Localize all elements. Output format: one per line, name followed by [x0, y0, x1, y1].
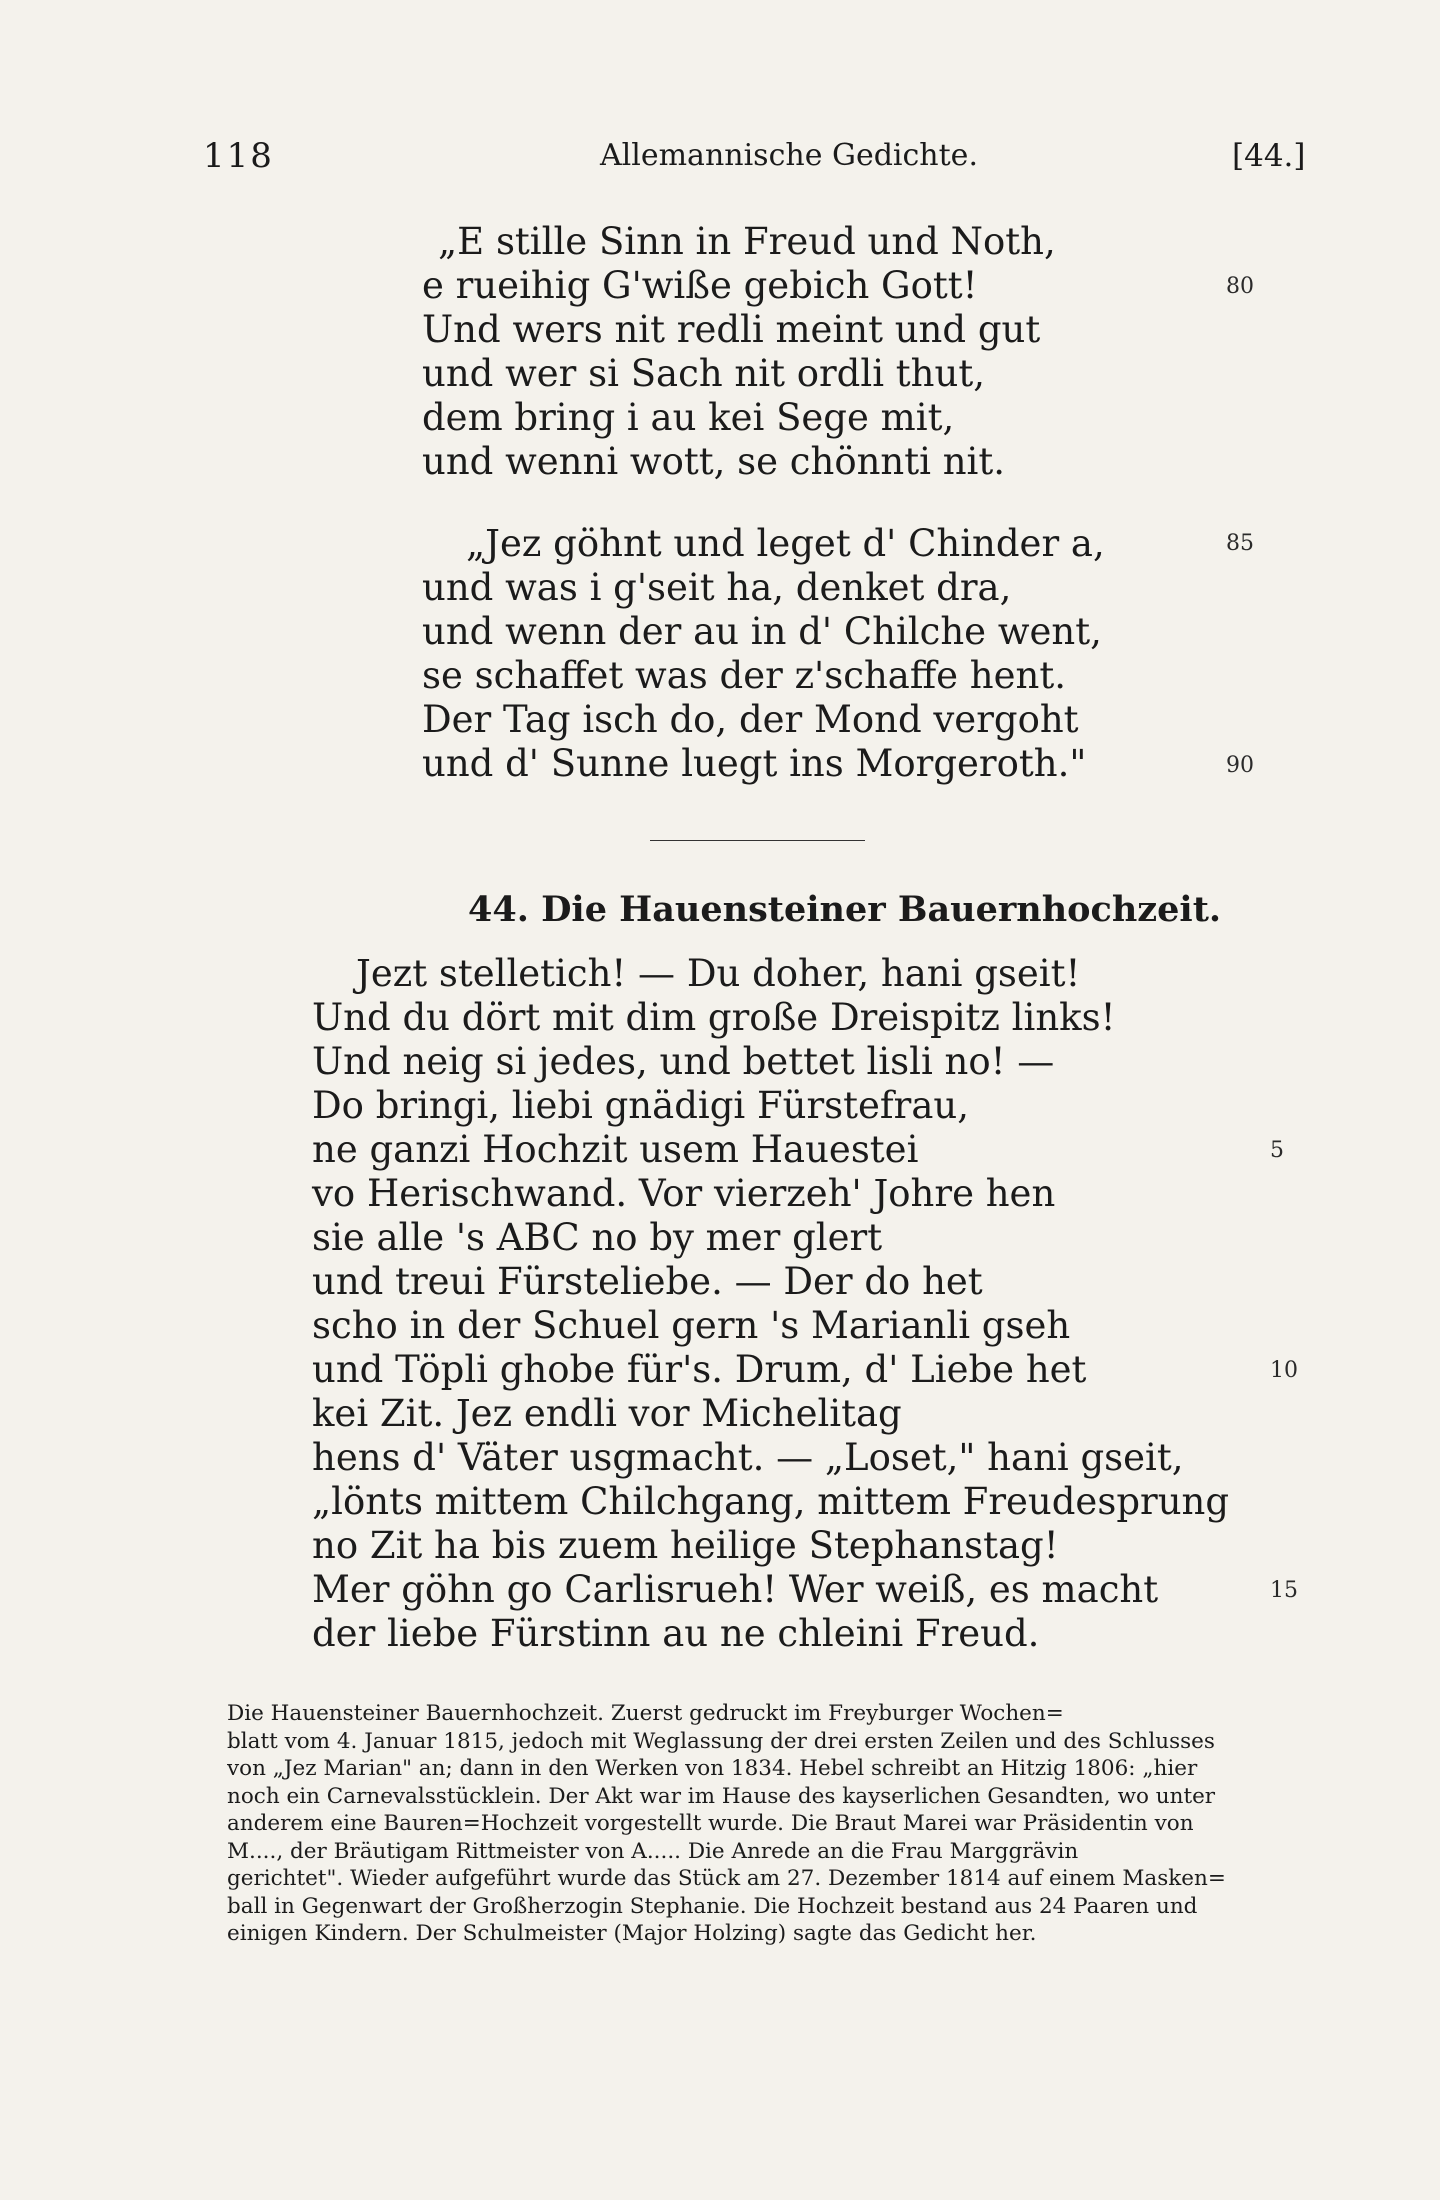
line-number: 85	[1226, 531, 1254, 556]
verse-line: vo Herischwand. Vor vierzeh' Johre hen	[312, 1172, 1056, 1215]
verse-line: Mer göhn go Carlisrueh! Wer weiß, es macht	[312, 1568, 1159, 1611]
verse-line: und treui Fürsteliebe. — Der do het	[312, 1260, 983, 1303]
verse-line: und d' Sunne luegt ins Morgeroth."	[422, 742, 1087, 785]
verse-line: Und du dört mit dim große Dreispitz links!	[312, 996, 1116, 1039]
note-line: ball in Gegenwart der Großherzogin Stephanie. Die Hochzeit bestand aus 24 Paaren und	[227, 1893, 1198, 1919]
line-number: 15	[1270, 1578, 1298, 1603]
verse-line: und Töpli ghobe für's. Drum, d' Liebe het	[312, 1348, 1087, 1391]
verse-line: „Jez göhnt und leget d' Chinder a,	[466, 522, 1105, 565]
verse-line: no Zit ha bis zuem heilige Stephanstag!	[312, 1524, 1059, 1567]
note-line: einigen Kindern. Der Schulmeister (Major Holzing) sagte das Gedicht her.	[227, 1921, 1037, 1946]
verse-line: und wer si Sach nit ordli thut,	[422, 352, 985, 395]
note-line: noch ein Carnevalsstücklein. Der Akt war im Hause des kayserlichen Gesandten, wo unter	[227, 1783, 1216, 1809]
verse-line: dem bring i au kei Sege mit,	[422, 396, 955, 439]
line-number: 10	[1270, 1358, 1298, 1383]
verse-line: sie alle 's ABC no by mer glert	[312, 1216, 883, 1259]
verse-line: der liebe Fürstinn au ne chleini Freud.	[312, 1612, 1040, 1655]
verse-line: ne ganzi Hochzit usem Hauestei	[312, 1128, 919, 1171]
page-number: 118	[203, 136, 274, 176]
verse-line: kei Zit. Jez endli vor Michelitag	[312, 1392, 902, 1435]
verse-line: und was i g'seit ha, denket dra,	[422, 566, 1012, 609]
verse-line: Und neig si jedes, und bettet lisli no! —	[312, 1040, 1055, 1083]
line-number: 5	[1270, 1138, 1284, 1163]
verse-line: Do bringi, liebi gnädigi Fürstefrau,	[312, 1084, 969, 1127]
section-marker: [44.]	[1232, 138, 1306, 174]
verse-line: se schaffet was der z'schaffe hent.	[422, 654, 1066, 697]
poem-title: 44. Die Hauensteiner Bauernhochzeit.	[468, 889, 1222, 930]
verse-line: e rueihig G'wiße gebich Gott!	[422, 264, 978, 307]
note-line: anderem eine Bauren=Hochzeit vorgestellt wurde. Die Braut Marei war Präsidentin von	[227, 1811, 1194, 1836]
verse-line: und wenni wott, se chönnti nit.	[422, 440, 1006, 483]
section-divider	[650, 840, 865, 841]
note-line: blatt vom 4. Januar 1815, jedoch mit Weglassung der drei ersten Zeilen und des Schlusses	[227, 1728, 1215, 1754]
line-number: 80	[1226, 274, 1254, 299]
verse-line: hens d' Väter usgmacht. — „Loset," hani gseit,	[312, 1436, 1184, 1479]
note-line: von „Jez Marian" an; dann in den Werken von 1834. Hebel schreibt an Hitzig 1806: „hier	[227, 1756, 1198, 1781]
verse-line: Und wers nit redli meint und gut	[422, 308, 1041, 351]
verse-line: „lönts mittem Chilchgang, mittem Freudesprung	[312, 1480, 1230, 1523]
note-line: M...., der Bräutigam Rittmeister von A..... Die Anrede an die Frau Marggrävin	[227, 1838, 1079, 1864]
note-line: gerichtet". Wieder aufgeführt wurde das Stück am 27. Dezember 1814 auf einem Masken=	[227, 1866, 1226, 1891]
note-line: Die Hauensteiner Bauernhochzeit. Zuerst gedruckt im Freyburger Wochen=	[227, 1701, 1064, 1726]
verse-line: Der Tag isch do, der Mond vergoht	[422, 698, 1079, 741]
verse-line: scho in der Schuel gern 's Marianli gseh	[312, 1304, 1071, 1347]
editorial-notes	[227, 1700, 1303, 1948]
verse-line: Jezt stelletich! — Du doher, hani gseit!	[356, 952, 1081, 995]
line-number: 90	[1226, 753, 1254, 778]
verse-line: und wenn der au in d' Chilche went,	[422, 610, 1102, 653]
verse-line: „E stille Sinn in Freud und Noth,	[438, 220, 1056, 263]
running-title: Allemannische Gedichte.	[600, 138, 978, 173]
